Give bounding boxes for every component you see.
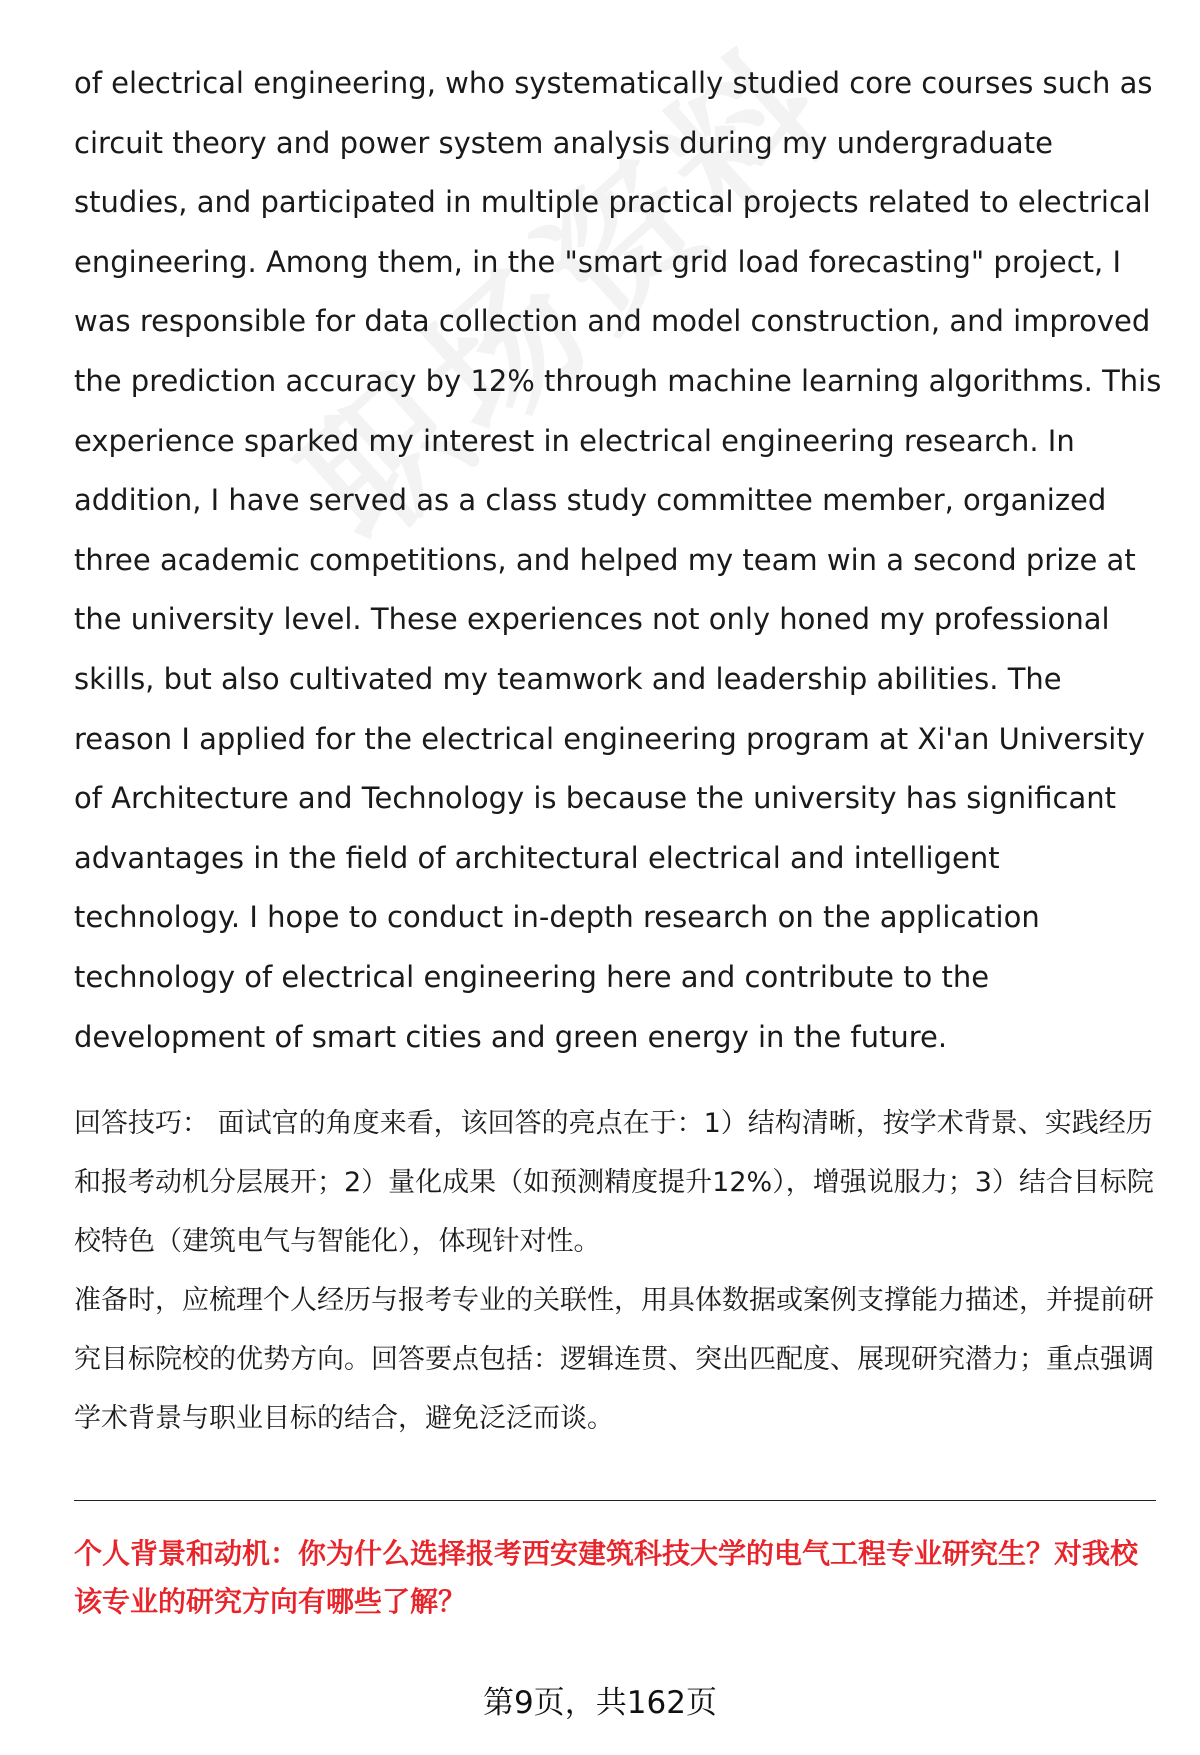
tips-paragraph-2: 准备时，应梳理个人经历与报考专业的关联性，用具体数据或案例支撑能力描述，并提前研究目标院校的优势方向。回答要点包括：逻辑连贯、突出匹配度、展现研究潜力；重点强调学术背景与职业目标的结合，避免泛泛而谈。 [74, 1285, 1154, 1434]
answer-paragraph: of electrical engineering, who systematically studied core courses such as circuit theory and power system analysis during my undergraduate studies, and participated in multiple practical projects related to electrical engineering. Among them, in the "smart grid load forecasting" project, I was responsible for data collection and model construction, and improved the prediction accuracy by 12% through machine learning algorithms. This experience sparked my interest in electrical engineering research. In addition, I have served as a class study committee member, organized three academic competitions, and helped my team win a second prize at the university level. These experiences not only honed my professional skills, but also cultivated my teamwork and leadership abilities. The reason I applied for the electrical engineering program at Xi'an University of Architecture and Technology is because the university has significant advantages in the field of architectural electrical and intelligent technology. I hope to conduct in-depth research on the application technology of electrical engineering here and contribute to the development of smart cities and green energy in the future. [74, 66, 1162, 1054]
page-number-footer: 第9页，共162页 [483, 1685, 717, 1721]
next-question-heading: 个人背景和动机：你为什么选择报考西安建筑科技大学的电气工程专业研究生？对我校该专业的研究方向有哪些了解？ [74, 1537, 1139, 1618]
section-divider [74, 1500, 1156, 1501]
tips-paragraph-1: 回答技巧： 面试官的角度来看，该回答的亮点在于：1）结构清晰，按学术背景、实践经历和报考动机分层展开；2）量化成果（如预测精度提升12%），增强说服力；3）结合目标院校特色（建筑电气与智能化），体现针对性。 [74, 1108, 1154, 1257]
answer-tips [74, 1094, 1164, 1448]
